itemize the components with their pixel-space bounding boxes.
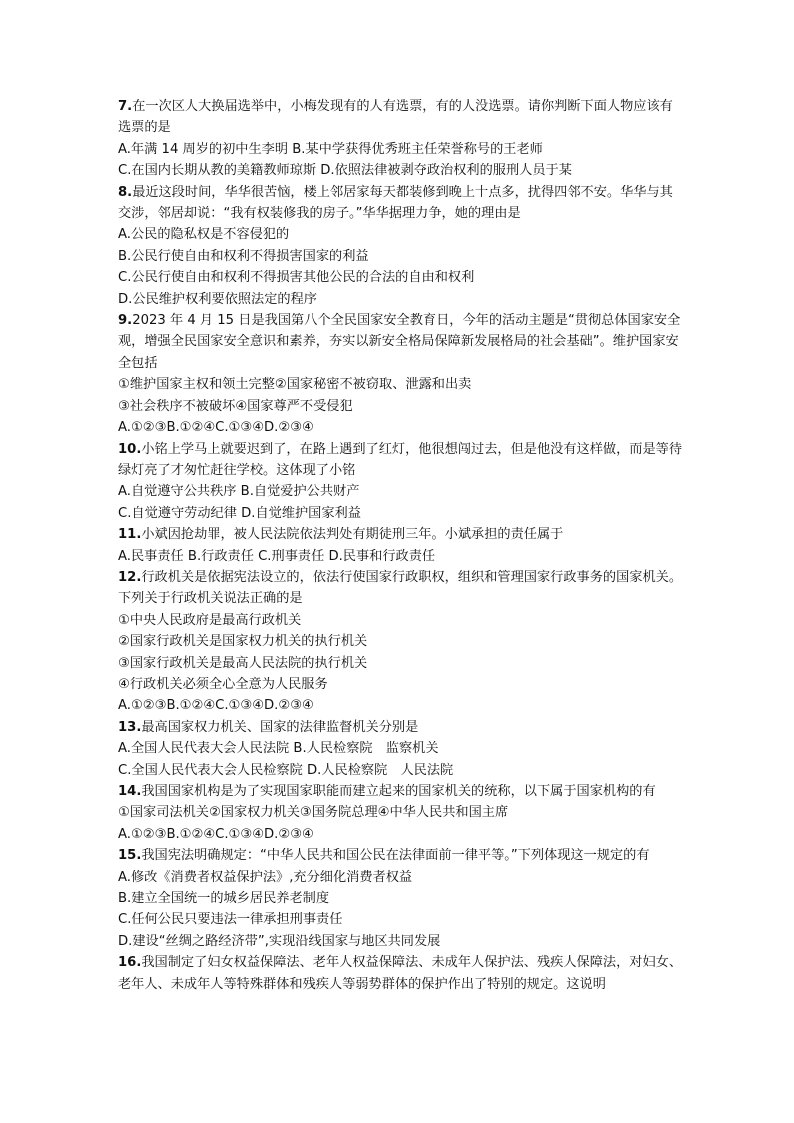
question-7 bbox=[118, 96, 684, 182]
question-stem: 10.小铭上学马上就要迟到了，在路上遇到了红灯，他很想闯过去，但是他没有这样做，而是等待绿灯亮了才匆忙赶往学校。这体现了小铭 bbox=[118, 441, 683, 478]
question-stem: 7.在一次区人大换届选举中，小梅发现有的人有选票，有的人没选票。请你判断下面人物应该有选票的是 bbox=[118, 99, 673, 136]
question-15 bbox=[118, 845, 684, 952]
question-stem: 11.小斌因抢劫罪，被人民法院依法判处有期徒刑三年。小斌承担的责任属于 bbox=[118, 527, 564, 543]
exam-page bbox=[118, 96, 684, 995]
option-line: D.公民维护权利要依照法定的程序 bbox=[118, 291, 317, 307]
option-line: C.在国内长期从教的美籍教师琼斯 D.依照法律被剥夺政治权利的服刑人员于某 bbox=[118, 163, 572, 179]
question-16 bbox=[118, 952, 684, 995]
question-stem: 12.行政机关是依据宪法设立的，依法行使国家行政职权，组织和管理国家行政事务的国家机关。下列关于行政机关说法正确的是 bbox=[118, 569, 683, 607]
option-line: C.自觉遵守劳动纪律 D.自觉维护国家利益 bbox=[118, 505, 361, 521]
option-line: C.任何公民只要违法一律承担刑事责任 bbox=[118, 912, 343, 928]
option-line: A.自觉遵守公共秩序 B.自觉爱护公共财产 bbox=[118, 484, 360, 500]
question-number: 16. bbox=[118, 955, 142, 971]
item-line: ②国家行政机关是国家权力机关的执行机关 bbox=[118, 634, 368, 650]
item-line: ④行政机关必须全心全意为人民服务 bbox=[118, 676, 328, 692]
option-line: A.全国人民代表大会人民法院 B.人民检察院 监察机关 bbox=[118, 741, 439, 757]
option-line: B.公民行使自由和权利不得损害国家的利益 bbox=[118, 248, 369, 264]
question-number: 13. bbox=[118, 719, 142, 735]
item-line: ①维护国家主权和领土完整②国家秘密不被窃取、泄露和出卖 bbox=[118, 377, 472, 393]
question-13 bbox=[118, 717, 684, 781]
option-line: C.公民行使自由和权利不得损害其他公民的合法的自由和权利 bbox=[118, 270, 475, 286]
question-stem: 8.最近这段时间，华华很苦恼，楼上邻居家每天都装修到晚上十点多，扰得四邻不安。华华与其交涉，邻居却说：“我有权装修我的房子。”华华据理力争，她的理由是 bbox=[118, 184, 673, 222]
item-line: ①国家司法机关②国家权力机关③国务院总理④中华人民共和国主席 bbox=[118, 805, 509, 821]
question-8 bbox=[118, 182, 684, 310]
option-line: B.建立全国统一的城乡居民养老制度 bbox=[118, 891, 330, 907]
question-12 bbox=[118, 567, 684, 717]
question-11 bbox=[118, 524, 684, 567]
option-line: A.①②③B.①②④C.①③④D.②③④ bbox=[118, 698, 314, 714]
option-line: C.全国人民代表大会人民检察院 D.人民检察院 人民法院 bbox=[118, 762, 454, 778]
option-line: A.①②③B.①②④C.①③④D.②③④ bbox=[118, 420, 314, 436]
question-number: 10. bbox=[118, 441, 142, 457]
option-line: A.公民的隐私权是不容侵犯的 bbox=[118, 227, 290, 243]
question-number: 14. bbox=[118, 784, 142, 799]
question-stem: 14.我国国家机构是为了实现国家职能而建立起来的国家机关的统称，以下属于国家机构的有 bbox=[118, 784, 656, 799]
question-number: 7. bbox=[118, 99, 133, 114]
option-line: A.①②③B.①②④C.①③④D.②③④ bbox=[118, 826, 314, 842]
option-line: D.建设“丝绸之路经济带”,实现沿线国家与地区共同发展 bbox=[118, 933, 441, 949]
question-stem: 9.2023 年 4 月 15 日是我国第八个全民国家安全教育日，今年的活动主题是“贯彻总体国家安全观，增强全民国家安全意识和素养，夯实以新安全格局保障新发展格局的社会基础”。维护国家安全包括 bbox=[118, 313, 681, 371]
question-14 bbox=[118, 781, 684, 845]
item-line: ①中央人民政府是最高行政机关 bbox=[118, 612, 302, 628]
question-number: 15. bbox=[118, 848, 142, 864]
question-10 bbox=[118, 439, 684, 525]
item-line: ③社会秩序不被破坏④国家尊严不受侵犯 bbox=[118, 398, 353, 414]
item-line: ③国家行政机关是最高人民法院的执行机关 bbox=[118, 655, 368, 671]
question-number: 12. bbox=[118, 569, 142, 585]
question-stem: 16.我国制定了妇女权益保障法、老年人权益保障法、未成年人保护法、残疾人保障法，对妇女、老年人、未成年人等特殊群体和残疾人等弱势群体的保护作出了特别的规定。这说明 bbox=[118, 955, 683, 992]
option-line: A.修改《消费者权益保护法》,充分细化消费者权益 bbox=[118, 869, 413, 885]
question-number: 11. bbox=[118, 527, 142, 543]
option-line: A.民事责任 B.行政责任 C.刑事责任 D.民事和行政责任 bbox=[118, 548, 436, 564]
question-stem: 13.最高国家权力机关、国家的法律监督机关分别是 bbox=[118, 719, 419, 735]
question-number: 8. bbox=[118, 184, 133, 200]
option-line: A.年满 14 周岁的初中生李明 B.某中学获得优秀班主任荣誉称号的王老师 bbox=[118, 141, 543, 157]
question-stem: 15.我国宪法明确规定：“中华人民共和国公民在法律面前一律平等。”下列体现这一规定的有 bbox=[118, 848, 650, 864]
question-number: 9. bbox=[118, 313, 133, 329]
question-9 bbox=[118, 310, 684, 438]
